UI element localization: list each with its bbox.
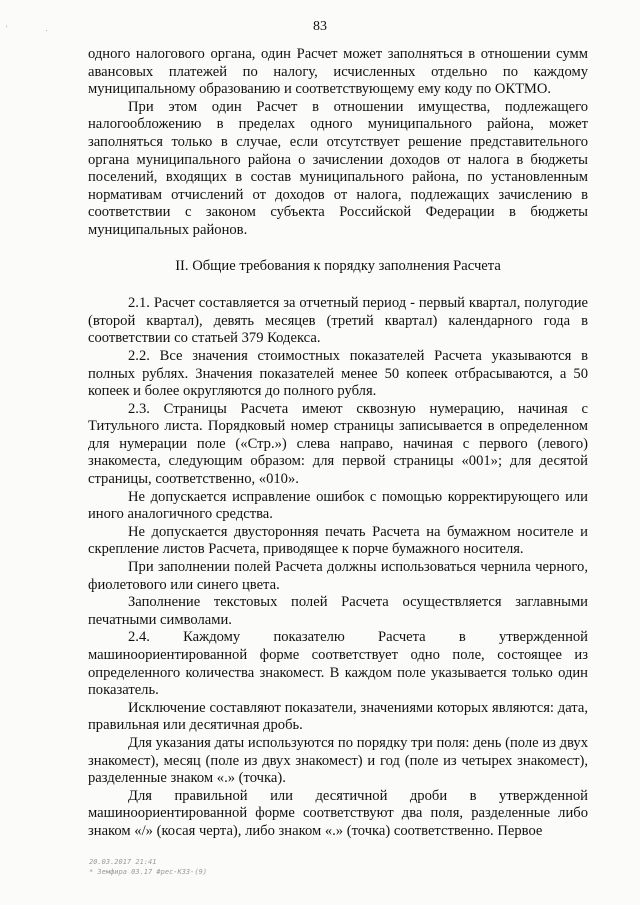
paragraph: 2.3. Страницы Расчета имеют сквозную нумерацию, начиная с Титульного листа. Порядковый номер страницы записывается в определенном для нумерации поле («Стр.») слева направо, начиная с первого (левого) знакоместа, следующим образом: для первой страницы «001»; для десятой страницы, соответственно, «010». — [88, 400, 588, 488]
paragraph: Для указания даты используются по порядку три поля: день (поле из двух знакомест), месяц (поле из двух знакомест) и год (поле из четырех знакомест), разделенные знаком «.» (точка). — [88, 734, 588, 787]
section-heading: II. Общие требования к порядку заполнения Расчета — [175, 257, 501, 274]
paragraph: 2.2. Все значения стоимостных показателей Расчета указываются в полных рублях. Значения показателей менее 50 копеек отбрасываются, а 50 копеек и более округляются до полного рубля. — [88, 347, 588, 400]
print-stamp: 20.03.2017 21:41 — [89, 858, 157, 866]
paragraph: Исключение составляют показатели, значениями которых являются: дата, правильная или десятичная дробь. — [88, 699, 588, 734]
paragraph: 2.1. Расчет составляется за отчетный период - первый квартал, полугодие (второй квартал), девять месяцев (третий квартал) календарного года в соответствии со статьей 379 Кодекса. — [88, 295, 588, 347]
paragraph: При этом один Расчет в отношении имущества, подлежащего налогообложению в пределах одного муниципального района, может заполняться только в случае, если отсутствует решение представительного органа муниципального района о зачислении доходов от налога в бюджеты поселений, входящих в состав муниципального района, по установленным нормативам отчислений от доходов от налога, подлежащих зачислению в соответствии с законом субъекта Российской Федерации в бюджеты муниципальных районов. — [88, 98, 588, 238]
paragraph: Не допускается исправление ошибок с помощью корректирующего или иного аналогичного средства. — [88, 488, 588, 523]
paragraph-continued: одного налогового органа, один Расчет может заполняться в отношении сумм авансовых платежей по налогу, исчисленных отдельно по каждому муниципальному образованию и соответствующему ему коду по ОКТМО. — [88, 46, 588, 98]
scan-edge-marks: ' . — [6, 24, 66, 33]
print-stamp: * Земфира 03.17 #рес-КЗЗ-(9) — [89, 868, 208, 876]
paragraph: Для правильной или десятичной дроби в утвержденной машиноориентированной форме соответствуют два поля, разделенные либо знаком «/» (косая черта), либо знаком «.» (точка) соответственно. Первое — [88, 787, 588, 839]
page-number: 83 — [313, 19, 327, 34]
paragraph: 2.4. Каждому показателю Расчета в утвержденной машиноориентированной форме соответствует одно поле, состоящее из определенного количества знакомест. В каждом поле указывается только один показатель. — [88, 629, 588, 699]
document-body — [88, 46, 588, 841]
paragraph: При заполнении полей Расчета должны использоваться чернила черного, фиолетового или синего цвета. — [88, 559, 588, 593]
paragraph: Не допускается двусторонняя печать Расчета на бумажном носителе и скрепление листов Расчета, приводящее к порче бумажного носителя. — [88, 523, 588, 558]
paragraph: Заполнение текстовых полей Расчета осуществляется заглавными печатными символами. — [88, 594, 588, 628]
